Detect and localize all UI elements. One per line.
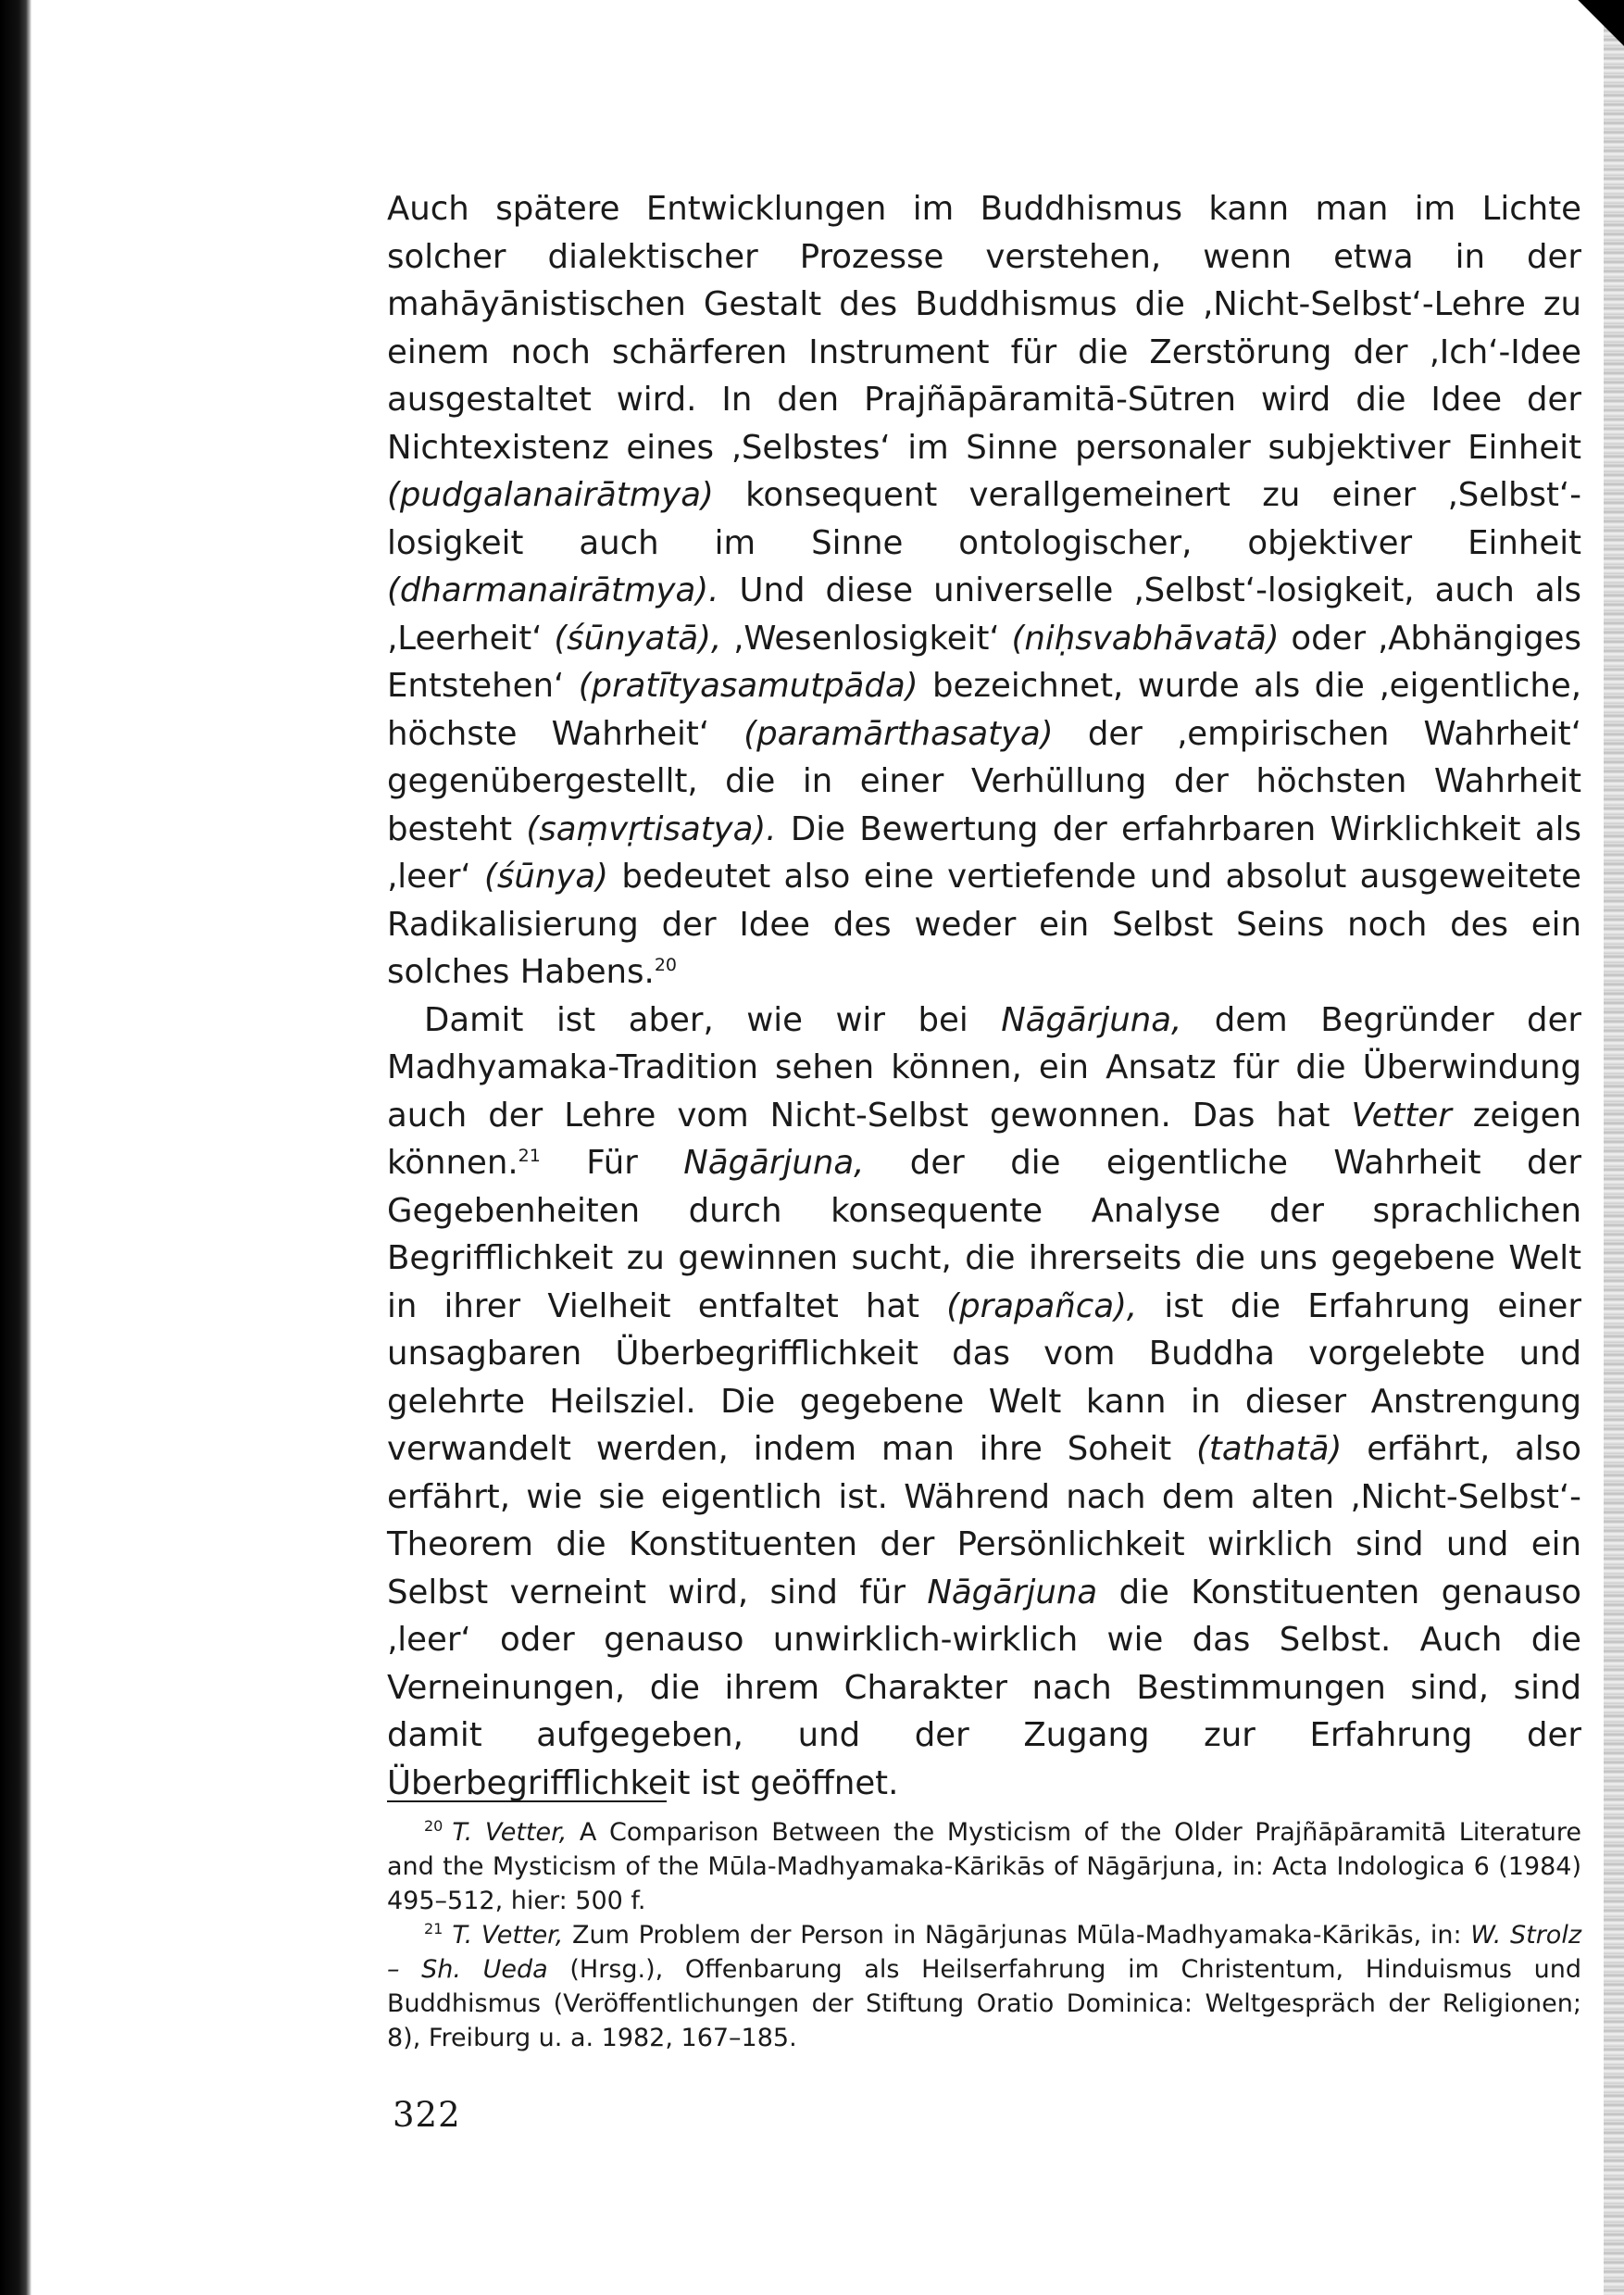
footnote-marker: 21 <box>518 1146 541 1166</box>
paragraph-1 <box>387 185 1581 997</box>
text-run: ‚Wesenlosigkeit‘ <box>721 619 1012 658</box>
text-run: Damit ist aber, wie wir bei <box>424 1000 1002 1039</box>
italic-term: (pratītyasamutpāda) <box>578 667 918 705</box>
text-run: Auch spätere Entwicklungen im Buddhismus kann man im Lichte solcher dialektischer Prozesse verstehen, wenn etwa in der mahāyānistischen Gestalt des Buddhismus die ‚Nicht-Selbst‘-Lehre zu einem noch schärferen Instrument für die Zerstörung der ‚Ich‘-Idee ausgestaltet wird. In den Prajñāpāramitā-Sūtren wird die Idee der Nichtexistenz eines ‚Selbstes‘ im Sinne personaler subjektiver Einheit <box>387 190 1581 467</box>
body-text <box>387 185 1581 1807</box>
italic-term: Nāgārjuna, <box>683 1144 865 1182</box>
text-run: konsequent verallgemeinert zu einer ‚Selbst‘-losigkeit auch im Sinne ontologischer, objektiver Einheit <box>387 476 1581 562</box>
scan-corner-shadow <box>1559 0 1624 65</box>
footnote-2 <box>387 1918 1581 2055</box>
italic-term: T. Vetter, <box>452 1818 568 1847</box>
page-body <box>387 185 1581 1807</box>
text-run: bezeichnet, wurde als die ‚eigentliche, höchste Wahrheit‘ <box>387 667 1581 753</box>
footnote-divider <box>387 1800 667 1802</box>
text-run: erfährt, also erfährt, wie sie eigentlich ist. Während nach dem alten ‚Nicht-Selbst‘-Theorem die Konstituenten der Persönlichkeit wirklich sind und ein Selbst verneint wird, sind für <box>387 1430 1582 1612</box>
text-run: oder ‚Abhängiges Entstehen‘ <box>387 619 1581 705</box>
text-run: bedeutet also eine vertiefende und absolut ausgeweitete Radikalisierung der Idee des weder ein Selbst Seins noch des ein solches Habens. <box>387 858 1581 991</box>
italic-term: (śūnya) <box>484 858 608 896</box>
text-run: Für <box>540 1144 684 1182</box>
page-number: 322 <box>393 2095 461 2135</box>
text-run: (Hrsg.), Offenbarung als Heilserfahrung im Christentum, Hinduismus und Buddhismus (Veröffentlichungen der Stiftung Oratio Dominica: Weltgespräch der Religionen; 8), Freiburg u. a. 1982, 167–185. <box>387 1955 1581 2052</box>
footnotes <box>387 1815 1581 2055</box>
text-run: der ‚empirischen Wahrheit‘ gegenübergestellt, die in einer Verhüllung der höchsten Wahrheit besteht <box>387 714 1581 848</box>
italic-term: (pudgalanairātmya) <box>387 476 714 514</box>
italic-term: W. Strolz – Sh. Ueda <box>387 1921 1581 1984</box>
footnote-marker: 20 <box>654 955 678 975</box>
italic-term: (prapañca), <box>946 1286 1138 1325</box>
scan-binding-edge <box>0 0 31 2295</box>
text-run: dem Begründer der Madhyamaka-Tradition sehen können, ein Ansatz für die Überwindung auch der Lehre vom Nicht-Selbst gewonnen. Das hat <box>387 1000 1582 1135</box>
text-run: A Comparison Between the Mysticism of the Older Prajñāpāramitā Literature and the Mysticism of the Mūla-Madhyamaka-Kārikās of Nāgārjuna, in: Acta Indologica 6 (1984) 495–512, hier: 500 f. <box>387 1818 1581 1915</box>
paragraph-2 <box>387 997 1581 1808</box>
text-run: Und diese universelle ‚Selbst‘-losigkeit, auch als ‚Leerheit‘ <box>387 571 1581 658</box>
scan-page-edge <box>1604 0 1624 2295</box>
italic-term: T. Vetter, <box>452 1921 564 1950</box>
italic-term: Vetter <box>1351 1096 1452 1135</box>
italic-term: Nāgārjuna, <box>1001 1000 1182 1039</box>
footnote-marker: 21 <box>424 1920 443 1938</box>
italic-term: Nāgārjuna <box>927 1573 1098 1612</box>
text-run: Zum Problem der Person in Nāgārjunas Mūla-Madhyamaka-Kārikās, in: <box>563 1921 1471 1950</box>
text-run: ist die Erfahrung einer unsagbaren Überbegrifflichkeit das vom Buddha vorgelebte und gelehrte Heilsziel. Die gegebene Welt kann in dieser Anstrengung verwandelt werden, indem man ihre Soheit <box>387 1286 1581 1468</box>
footnote-1 <box>387 1815 1581 1918</box>
text-run: zeigen können. <box>387 1096 1581 1182</box>
text-run: der die eigentliche Wahrheit der Gegebenheiten durch konsequente Analyse der sprachlichen Begrifflichkeit zu gewinnen sucht, die ihrerseits die uns gegebene Welt in ihrer Vielheit entfaltet hat <box>387 1144 1581 1325</box>
italic-term: (saṃvṛtisatya). <box>526 809 777 848</box>
italic-term: (tathatā) <box>1196 1430 1343 1468</box>
italic-term: (śūnyatā), <box>554 619 722 658</box>
text-run: Die Bewertung der erfahrbaren Wirklichkeit als ‚leer‘ <box>387 809 1581 896</box>
italic-term: (niḥsvabhāvatā) <box>1011 619 1280 658</box>
text-run: die Konstituenten genauso ‚leer‘ oder genauso unwirklich-wirklich wie das Selbst. Auch die Verneinungen, die ihrem Charakter nach Bestimmungen sind, sind damit aufgegeben, und der Zugang zur Erfahrung der Überbegrifflichkeit ist geöffnet. <box>387 1573 1581 1802</box>
italic-term: (paramārthasatya) <box>743 714 1054 753</box>
italic-term: (dharmanairātmya). <box>387 571 719 609</box>
footnote-marker: 20 <box>424 1817 443 1835</box>
